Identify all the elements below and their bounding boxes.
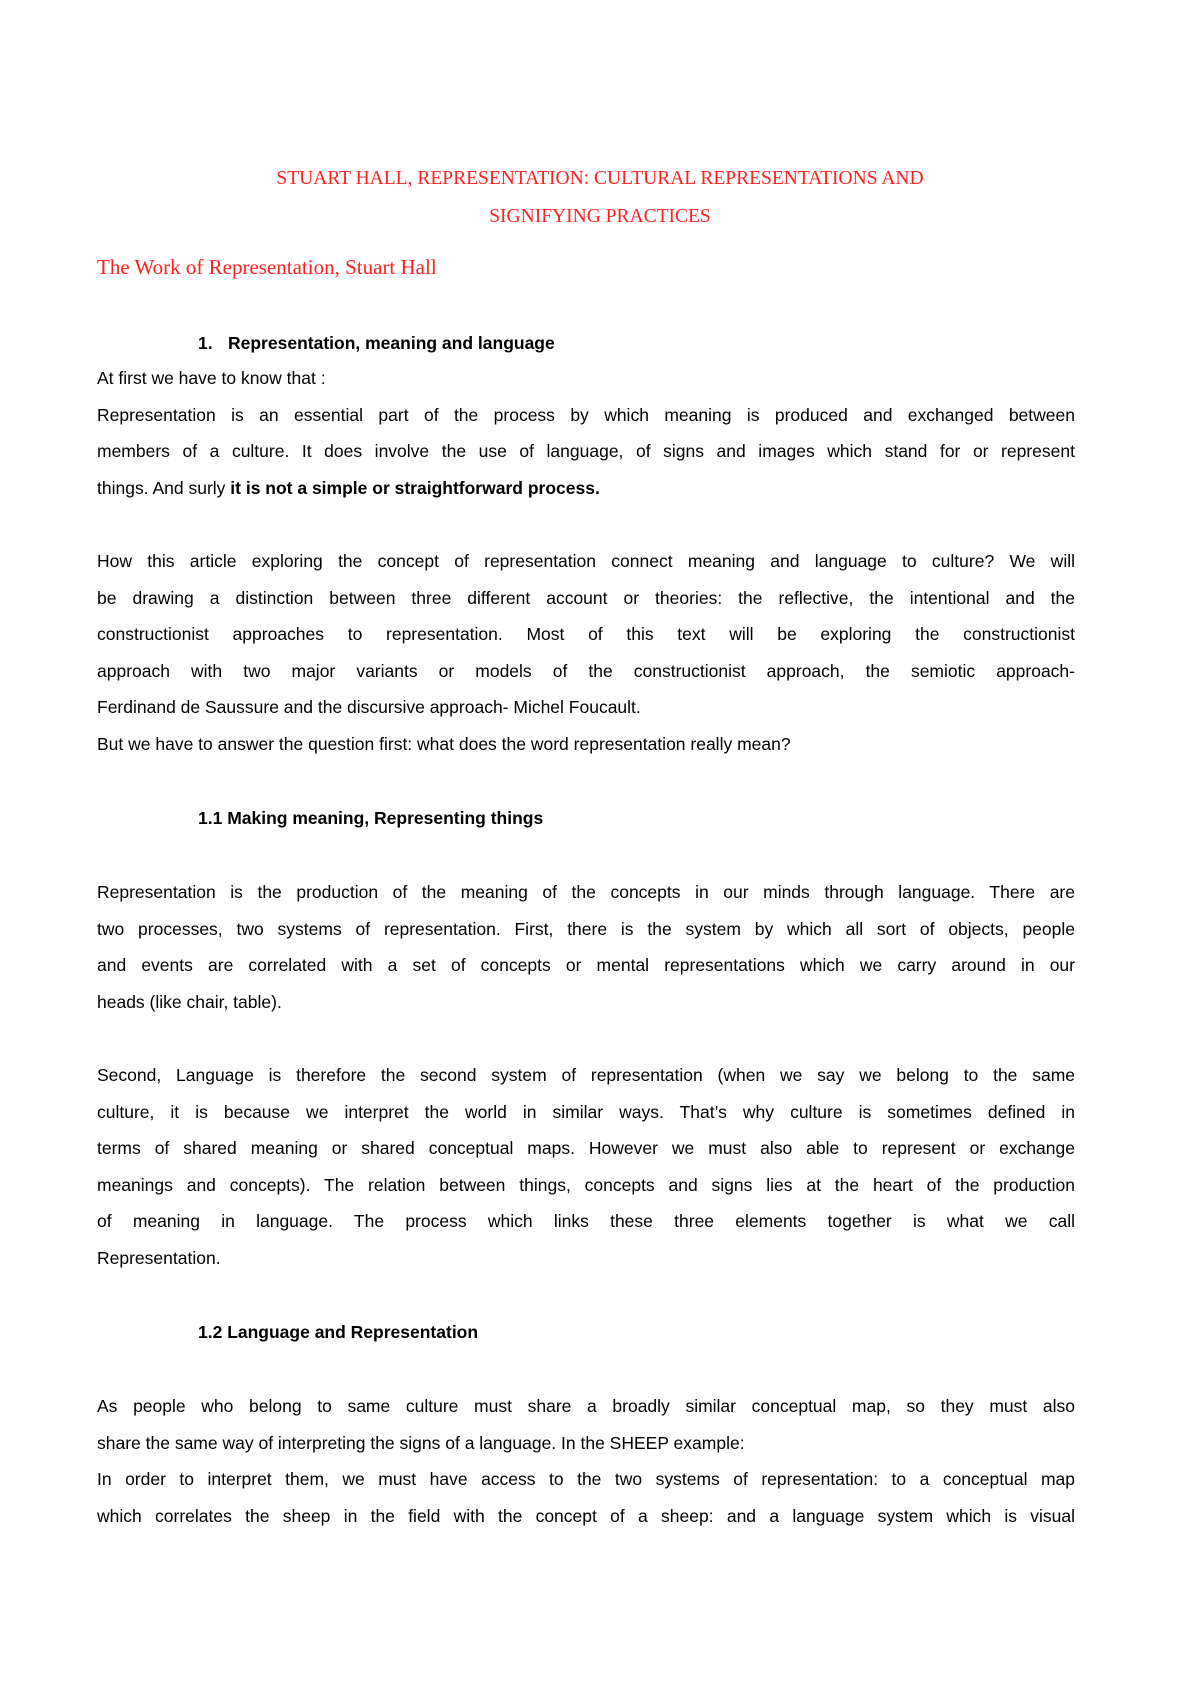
section-1-intro: At first we have to know that :: [97, 368, 326, 388]
paragraph-line: two processes, two systems of representation. First, there is the system by which all sort of objects, people: [97, 918, 1075, 939]
document-subtitle: The Work of Representation, Stuart Hall: [97, 255, 437, 279]
paragraph-line: share the same way of interpreting the signs of a language. In the SHEEP example:: [97, 1432, 745, 1453]
paragraph-line: approach with two major variants or models of the constructionist approach, the semiotic approach-: [97, 660, 1075, 681]
paragraph-line: heads (like chair, table).: [97, 991, 282, 1012]
paragraph-line: Ferdinand de Saussure and the discursive approach- Michel Foucault.: [97, 697, 641, 717]
paragraph-line: [97, 470, 1075, 507]
document-title-line-2: SIGNIFYING PRACTICES: [489, 206, 711, 227]
section-1-paragraph-2: [97, 543, 1075, 762]
section-1-number: 1.: [198, 333, 213, 353]
paragraph-line: Representation is an essential part of the process by which meaning is produced and exchanged between: [97, 404, 1075, 425]
paragraph-line: terms of shared meaning or shared conceptual maps. However we must also able to represent or exchange: [97, 1138, 1075, 1158]
section-1-1-heading: 1.1 Making meaning, Representing things: [198, 808, 544, 828]
paragraph-line: In order to interpret them, we must have access to the two systems of representation: to a conceptual map: [97, 1469, 1075, 1489]
emphasis-text: it is not a simple or straightforward process: [230, 477, 595, 498]
paragraph-line: But we have to answer the question first: what does the word representation really mean?: [97, 733, 791, 754]
paragraph-line: which correlates the sheep in the field with the concept of a sheep: and a language system which is visual: [97, 1505, 1075, 1526]
paragraph-line: constructionist approaches to representation. Most of this text will be exploring the constructionist: [97, 624, 1075, 644]
document-title-line-1: STUART HALL, REPRESENTATION: CULTURAL REPRESENTATIONS AND: [276, 168, 924, 189]
paragraph-line: How this article exploring the concept of representation connect meaning and language to culture? We will: [97, 551, 1075, 571]
paragraph-line: and events are correlated with a set of concepts or mental representations which we carry around in our: [97, 955, 1075, 975]
paragraph-line: Representation is the production of the meaning of the concepts in our minds through language. There are: [97, 882, 1075, 902]
paragraph-line: culture, it is because we interpret the world in similar ways. That’s why culture is sometimes defined in: [97, 1101, 1075, 1122]
paragraph-line: members of a culture. It does involve the use of language, of signs and images which stand for or represent: [97, 441, 1075, 461]
paragraph-line: meanings and concepts). The relation between things, concepts and signs lies at the heart of the production: [97, 1174, 1075, 1195]
paragraph-text: things. And surly: [97, 477, 231, 498]
section-1-paragraph-1: [97, 360, 1075, 506]
paragraph-line: As people who belong to same culture must share a broadly similar conceptual map, so they must also: [97, 1396, 1075, 1416]
paragraph-line: Second, Language is therefore the second system of representation (when we say we belong to the same: [97, 1065, 1075, 1085]
emphasis-period: .: [594, 477, 600, 498]
section-1-1-paragraph-2: [97, 1057, 1075, 1276]
section-1-1-paragraph-1: [97, 874, 1075, 1020]
paragraph-line: Representation.: [97, 1247, 221, 1268]
section-1-2-paragraph-1: [97, 1388, 1075, 1534]
section-1-2-heading: 1.2 Language and Representation: [198, 1322, 479, 1342]
paragraph-line: be drawing a distinction between three different account or theories: the reflective, the intentional and the: [97, 587, 1075, 608]
section-1-heading: [198, 329, 555, 357]
paragraph-line: of meaning in language. The process which links these three elements together is what we call: [97, 1211, 1075, 1231]
section-1-heading-text: Representation, meaning and language: [228, 333, 555, 353]
